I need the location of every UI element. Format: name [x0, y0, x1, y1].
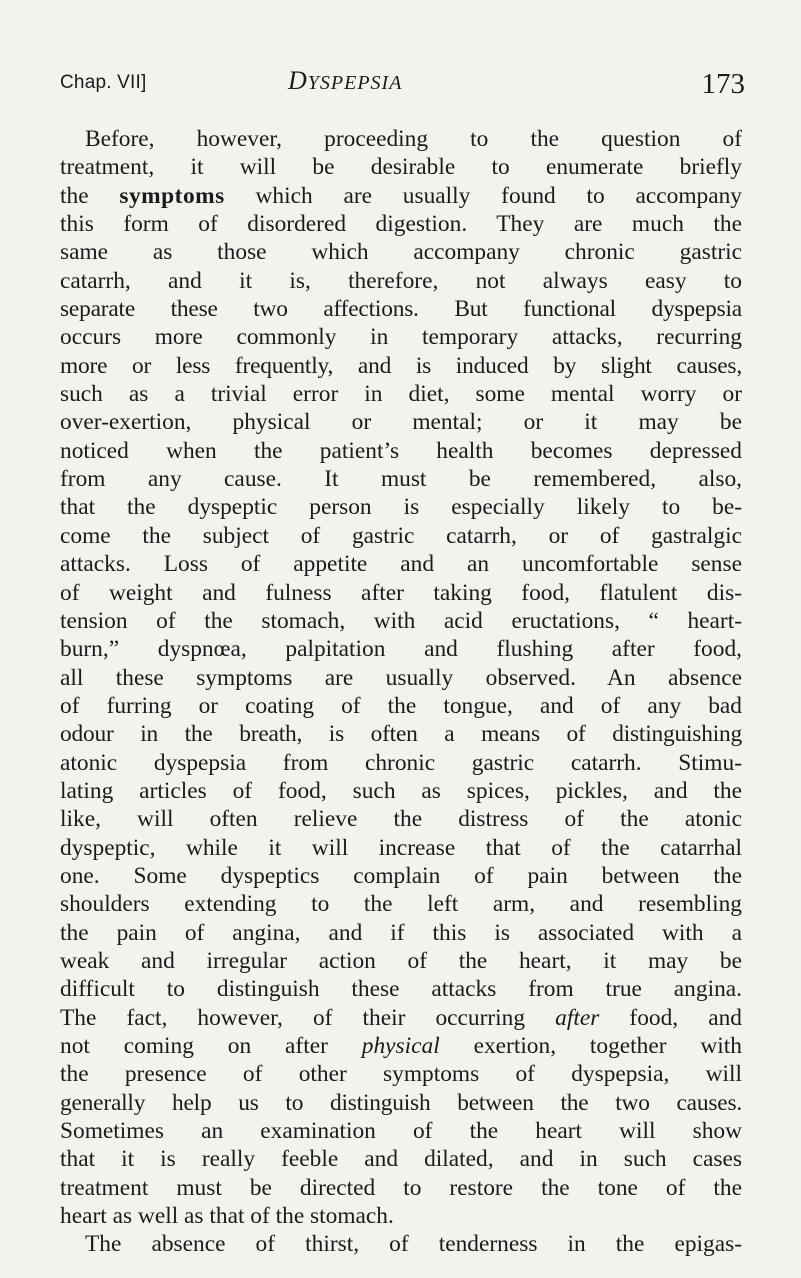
text-line: treatment must be directed to restore the tone of the: [60, 1174, 742, 1201]
paragraph: [60, 125, 742, 1230]
text-line: this form of disordered digestion. They are much the: [60, 211, 742, 238]
text-line: over-exertion, physical or mental; or it may be: [60, 409, 742, 436]
text-line: the symptoms which are usually found to accompany: [60, 182, 742, 209]
emphasis-italic: physical: [361, 1033, 440, 1059]
text-line: one. Some dyspeptics complain of pain between the: [60, 862, 742, 889]
running-title-rest: YSPEPSIA: [307, 72, 403, 94]
text-line: The absence of thirst, of tenderness in the epigas-: [85, 1231, 742, 1258]
text-line: noticed when the patient’s health becomes depressed: [60, 437, 742, 464]
text-line: tension of the stomach, with acid eructations, “ heart-: [60, 607, 742, 634]
text-line: heart as well as that of the stomach.: [60, 1203, 394, 1230]
text-line: come the subject of gastric catarrh, or of gastralgic: [60, 522, 742, 549]
text-line: weak and irregular action of the heart, it may be: [60, 947, 742, 974]
text-line: generally help us to distinguish between the two causes.: [60, 1089, 742, 1116]
text-line: odour in the breath, is often a means of distinguishing: [60, 721, 742, 748]
page-number: 173: [701, 68, 745, 100]
text-line: occurs more commonly in temporary attacks, recurring: [60, 324, 742, 351]
text-line: shoulders extending to the left arm, and resembling: [60, 891, 742, 918]
text-line: burn,” dyspnœa, palpitation and flushing after food,: [60, 636, 742, 663]
text-line: Before, however, proceeding to the question of: [85, 126, 742, 152]
running-header: [60, 66, 745, 106]
running-title: [288, 66, 402, 96]
text-line: from any cause. It must be remembered, also,: [60, 466, 742, 493]
text-line: treatment, it will be desirable to enumerate briefly: [60, 154, 742, 181]
text-line: difficult to distinguish these attacks from true angina.: [60, 976, 742, 1003]
text-line: catarrh, and it is, therefore, not always easy to: [60, 267, 742, 294]
chapter-label: Chap. VII]: [60, 72, 147, 93]
text-line: the pain of angina, and if this is associated with a: [60, 919, 742, 946]
text-line: like, will often relieve the distress of the atonic: [60, 806, 742, 833]
text-line: that the dyspeptic person is especially likely to be-: [60, 494, 742, 521]
text-line: of weight and fulness after taking food, flatulent dis-: [60, 579, 742, 606]
running-title-initial: D: [288, 66, 308, 95]
text-line: same as those which accompany chronic gastric: [60, 239, 742, 266]
text-line: all these symptoms are usually observed. An absence: [60, 664, 742, 691]
text-line: The fact, however, of their occurring after food, and: [60, 1004, 742, 1031]
emphasis-italic: after: [555, 1004, 600, 1031]
text-line: of furring or coating of the tongue, and of any bad: [60, 692, 742, 719]
text-line: Sometimes an examination of the heart will show: [60, 1118, 742, 1145]
text-line: lating articles of food, such as spices, pickles, and the: [60, 777, 742, 804]
text-line: such as a trivial error in diet, some mental worry or: [60, 381, 742, 408]
text-line: more or less frequently, and is induced by slight causes,: [60, 352, 742, 379]
text-line: atonic dyspepsia from chronic gastric catarrh. Stimu-: [60, 749, 742, 776]
paragraph: [60, 1230, 742, 1258]
text-line: not coming on after physical exertion, together with: [60, 1033, 742, 1059]
text-line: separate these two affections. But functional dyspepsia: [60, 296, 742, 323]
text-line: that it is really feeble and dilated, and in such cases: [60, 1146, 742, 1173]
text-line: dyspeptic, while it will increase that of the catarrhal: [60, 834, 742, 861]
text-line: attacks. Loss of appetite and an uncomfortable sense: [60, 551, 742, 578]
text-line: the presence of other symptoms of dyspepsia, will: [60, 1061, 742, 1088]
body-text: [60, 125, 742, 1259]
emphasis-bold: symptoms: [119, 182, 225, 209]
